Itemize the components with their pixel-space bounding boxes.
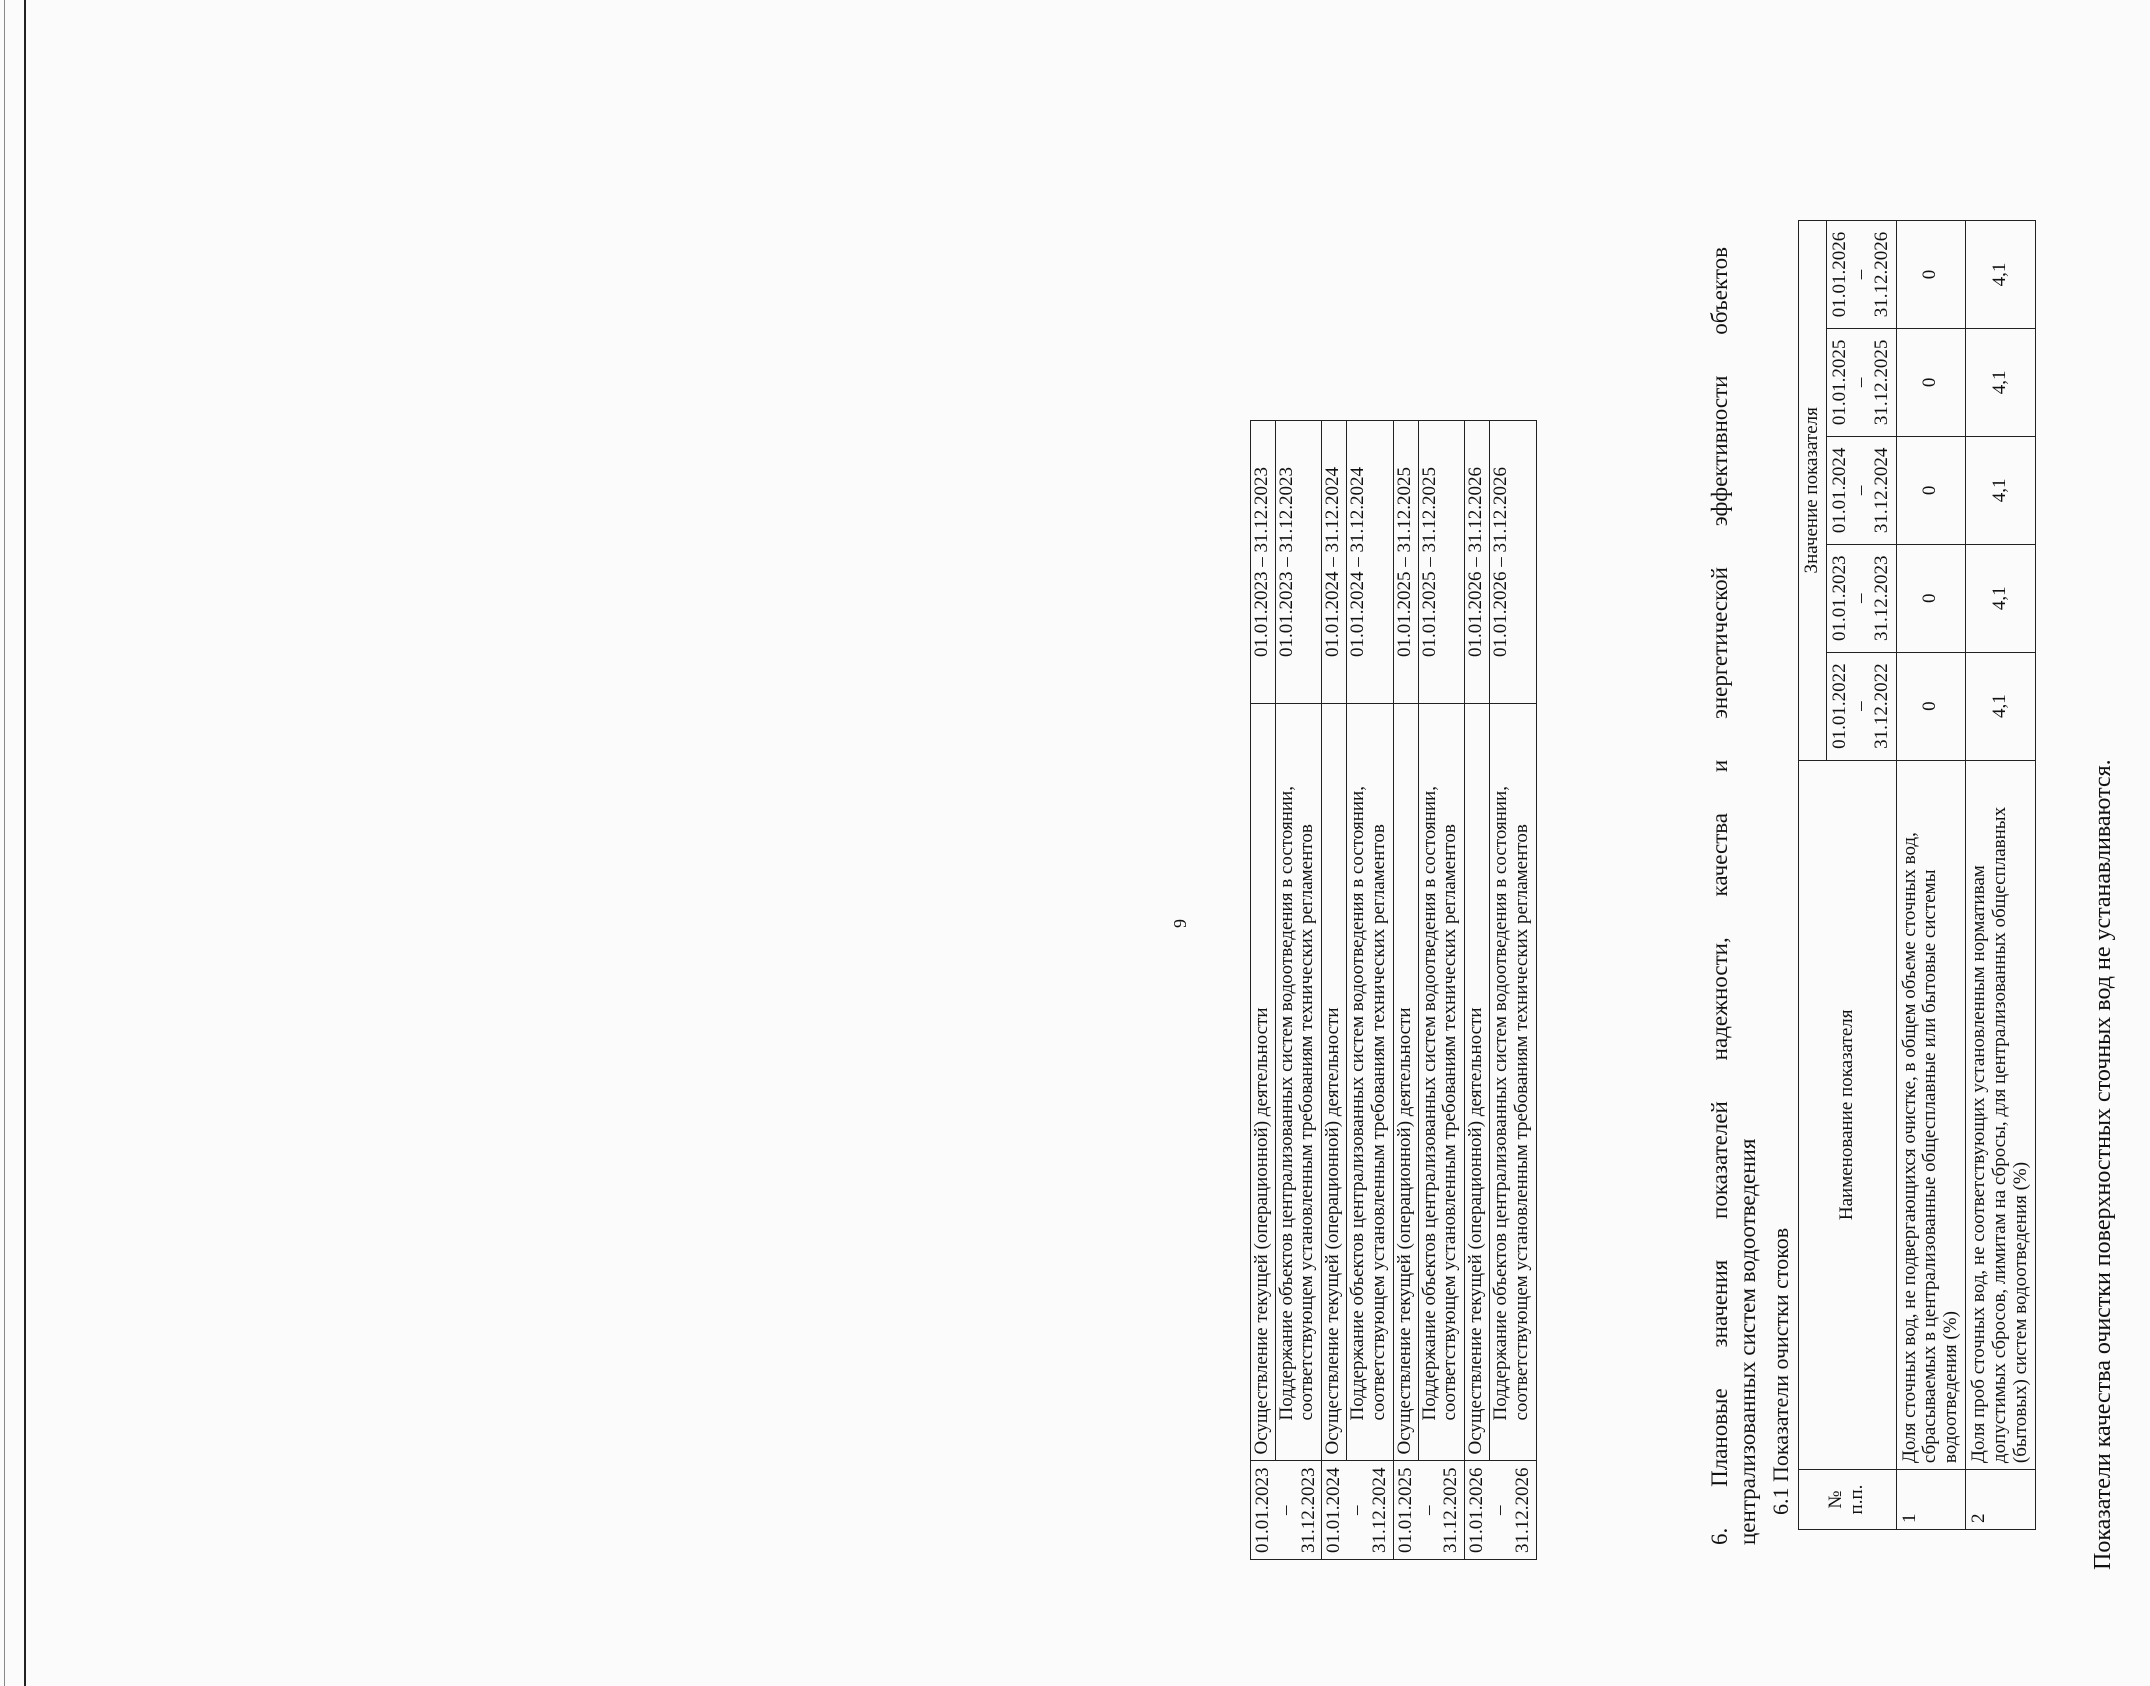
schedule-table xyxy=(1250,420,1537,1560)
schedule-period xyxy=(1393,1461,1464,1560)
schedule-period-line: 01.01.2025 – xyxy=(1394,1467,1439,1553)
indicator-num: 1 xyxy=(1896,1470,1966,1530)
schedule-period-line: 01.01.2023 – xyxy=(1252,1467,1296,1553)
indicator-row xyxy=(1896,221,1966,1530)
indicator-row xyxy=(1966,221,2036,1530)
schedule-period-line: 01.01.2026 – xyxy=(1466,1467,1510,1553)
indicator-value: 0 xyxy=(1896,652,1966,760)
section-heading: 6. Плановые значения показателей надежности, качества и энергетической эффективности объектов xyxy=(1707,247,1732,1545)
schedule-deadline: 01.01.2026 – 31.12.2026 xyxy=(1490,421,1537,704)
period-header-line: – xyxy=(1849,269,1871,280)
schedule-row xyxy=(1418,421,1465,1560)
schedule-table-body xyxy=(1251,421,1537,1560)
indicator-value: 0 xyxy=(1896,328,1966,436)
schedule-activity: Поддержание объектов централизованных систем водоотведения в состоянии, соответствующем установленным требованиям технических регламентов xyxy=(1347,704,1394,1462)
period-header-line: – xyxy=(1849,485,1871,496)
schedule-row xyxy=(1347,421,1394,1560)
schedule-row xyxy=(1275,421,1322,1560)
period-header-line: 01.01.2024 xyxy=(1828,447,1850,534)
schedule-activity: Поддержание объектов централизованных систем водоотведения в состоянии, соответствующем установленным требованиям технических регламентов xyxy=(1490,704,1537,1462)
schedule-deadline: 01.01.2023 – 31.12.2023 xyxy=(1251,421,1276,704)
schedule-period-line: 31.12.2026 xyxy=(1511,1467,1533,1553)
period-header xyxy=(1826,652,1896,760)
period-header xyxy=(1826,436,1896,544)
page-number: 9 xyxy=(1170,919,1190,928)
indicator-num: 2 xyxy=(1966,1470,2036,1530)
schedule-deadline: 01.01.2024 – 31.12.2024 xyxy=(1322,421,1347,704)
period-header xyxy=(1826,544,1896,652)
schedule-row xyxy=(1393,421,1418,1560)
period-header-line: 01.01.2022 xyxy=(1828,663,1850,749)
schedule-deadline: 01.01.2025 – 31.12.2025 xyxy=(1393,421,1418,704)
period-header-line: 01.01.2025 xyxy=(1828,339,1850,426)
period-header-line: 31.12.2025 xyxy=(1870,339,1892,426)
schedule-activity: Поддержание объектов централизованных систем водоотведения в состоянии, соответствующем установленным требованиям технических регламентов xyxy=(1418,704,1465,1462)
period-header-line: 31.12.2023 xyxy=(1870,555,1892,641)
period-header-line: – xyxy=(1849,701,1871,711)
schedule-period xyxy=(1465,1461,1536,1560)
header-num: № п.п. xyxy=(1799,1470,1897,1530)
header-value: Значение показателя xyxy=(1799,221,1827,761)
indicator-value: 4,1 xyxy=(1966,652,2036,760)
schedule-activity: Осуществление текущей (операционной) деятельности xyxy=(1393,704,1418,1462)
period-header-line: 01.01.2023 xyxy=(1828,555,1850,641)
indicator-value: 0 xyxy=(1896,221,1966,329)
schedule-deadline: 01.01.2024 – 31.12.2024 xyxy=(1347,421,1394,704)
period-header xyxy=(1826,328,1896,436)
period-header-line: 01.01.2026 xyxy=(1828,231,1850,318)
schedule-activity: Осуществление текущей (операционной) деятельности xyxy=(1465,704,1490,1462)
scan-binding-edge xyxy=(24,0,26,1686)
indicator-value: 4,1 xyxy=(1966,436,2036,544)
schedule-period-line: 31.12.2023 xyxy=(1297,1467,1319,1553)
schedule-period xyxy=(1251,1461,1322,1560)
schedule-row xyxy=(1465,421,1490,1560)
indicators-header-row xyxy=(1799,221,1827,1530)
indicator-value: 4,1 xyxy=(1966,544,2036,652)
schedule-row xyxy=(1322,421,1347,1560)
indicator-value: 4,1 xyxy=(1966,328,2036,436)
schedule-deadline: 01.01.2026 – 31.12.2026 xyxy=(1465,421,1490,704)
document-page xyxy=(1150,220,2150,1630)
indicator-value: 0 xyxy=(1896,544,1966,652)
schedule-period xyxy=(1322,1461,1393,1560)
schedule-period-line: 31.12.2025 xyxy=(1440,1467,1462,1553)
schedule-activity: Осуществление текущей (операционной) деятельности xyxy=(1251,704,1276,1462)
period-header xyxy=(1826,221,1896,329)
subsection-heading: 6.1 Показатели очистки стоков xyxy=(1768,1227,1793,1515)
schedule-activity: Поддержание объектов централизованных систем водоотведения в состоянии, соответствующем установленным требованиям технических регламентов xyxy=(1275,704,1322,1462)
period-header-line: – xyxy=(1849,377,1871,388)
period-header-line: – xyxy=(1849,593,1871,603)
section-heading-line2: централизованных систем водоотведения xyxy=(1735,1138,1760,1545)
schedule-deadline: 01.01.2025 – 31.12.2025 xyxy=(1418,421,1465,704)
indicator-name: Доля проб сточных вод, не соответствующих установленным нормативам допустимых сбросов, лимитам на сбросы, для централизованных общесплавных (бытовых) систем водоотведения (%) xyxy=(1966,760,2036,1470)
indicator-name: Доля сточных вод, не подвергающихся очистке, в общем объеме сточных вод, сбрасываемых в централизованные общесплавные или бытовые системы водоотведения (%) xyxy=(1896,760,1966,1470)
footnote: Показатели качества очистки поверхностных сточных вод не устанавливаются. xyxy=(2090,759,2116,1570)
schedule-period-line: 01.01.2024 – xyxy=(1323,1467,1368,1553)
indicator-value: 4,1 xyxy=(1966,221,2036,329)
scan-edge-thin xyxy=(4,0,5,1686)
schedule-deadline: 01.01.2023 – 31.12.2023 xyxy=(1275,421,1322,704)
period-header-line: 31.12.2026 xyxy=(1870,231,1892,318)
schedule-row xyxy=(1490,421,1537,1560)
indicators-table-body xyxy=(1896,221,2035,1530)
header-name: Наименование показателя xyxy=(1799,760,1897,1470)
indicator-value: 0 xyxy=(1896,436,1966,544)
schedule-activity: Осуществление текущей (операционной) деятельности xyxy=(1322,704,1347,1462)
schedule-row xyxy=(1251,421,1276,1560)
period-header-line: 31.12.2022 xyxy=(1870,663,1892,749)
schedule-period-line: 31.12.2024 xyxy=(1368,1467,1390,1553)
period-header-line: 31.12.2024 xyxy=(1870,447,1892,534)
indicators-table xyxy=(1798,220,2036,1530)
